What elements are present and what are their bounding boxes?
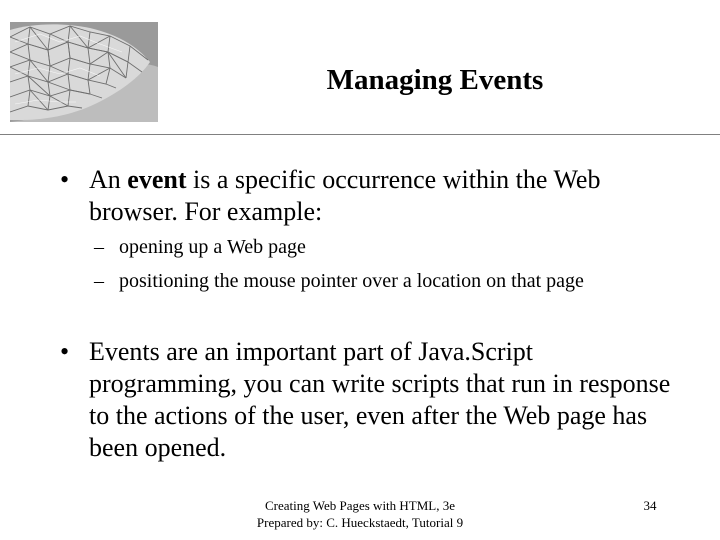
bullet-events-importance bbox=[60, 336, 680, 464]
sub-item-opening-page bbox=[94, 234, 654, 260]
sub-item-mouse-pointer bbox=[94, 268, 654, 294]
sub-item-text: opening up a Web page bbox=[119, 236, 306, 258]
bullet-text-rest: is a specific occurrence within the Web browser. For example: bbox=[89, 165, 601, 226]
bullet-term-event: event bbox=[127, 165, 187, 194]
example-sub-list bbox=[94, 234, 654, 302]
sub-item-marker: – bbox=[94, 236, 104, 258]
header-mesh-image bbox=[10, 22, 158, 122]
footer-credits bbox=[200, 497, 520, 531]
bullet-text bbox=[89, 164, 680, 228]
bullet-event-definition bbox=[60, 164, 680, 228]
bullet-marker: • bbox=[60, 165, 70, 194]
sub-item-marker: – bbox=[94, 270, 104, 292]
sub-item-text: positioning the mouse pointer over a location on that page bbox=[119, 270, 584, 292]
bullet-text-lead: An bbox=[89, 165, 128, 194]
bullet-marker: • bbox=[60, 337, 70, 366]
mesh-illustration bbox=[10, 22, 158, 122]
slide-title: Managing Events bbox=[326, 64, 544, 96]
page-number: 34 bbox=[643, 498, 657, 513]
footer-prepared-by: Prepared by: C. Hueckstaedt, Tutorial 9 bbox=[256, 515, 464, 530]
bullet-text: Events are an important part of Java.Script programming, you can write scripts that run in response to the actions of the user, even after the Web page has been opened. bbox=[89, 337, 671, 462]
title-divider bbox=[0, 134, 720, 135]
footer-book-title: Creating Web Pages with HTML, 3e bbox=[264, 498, 456, 513]
